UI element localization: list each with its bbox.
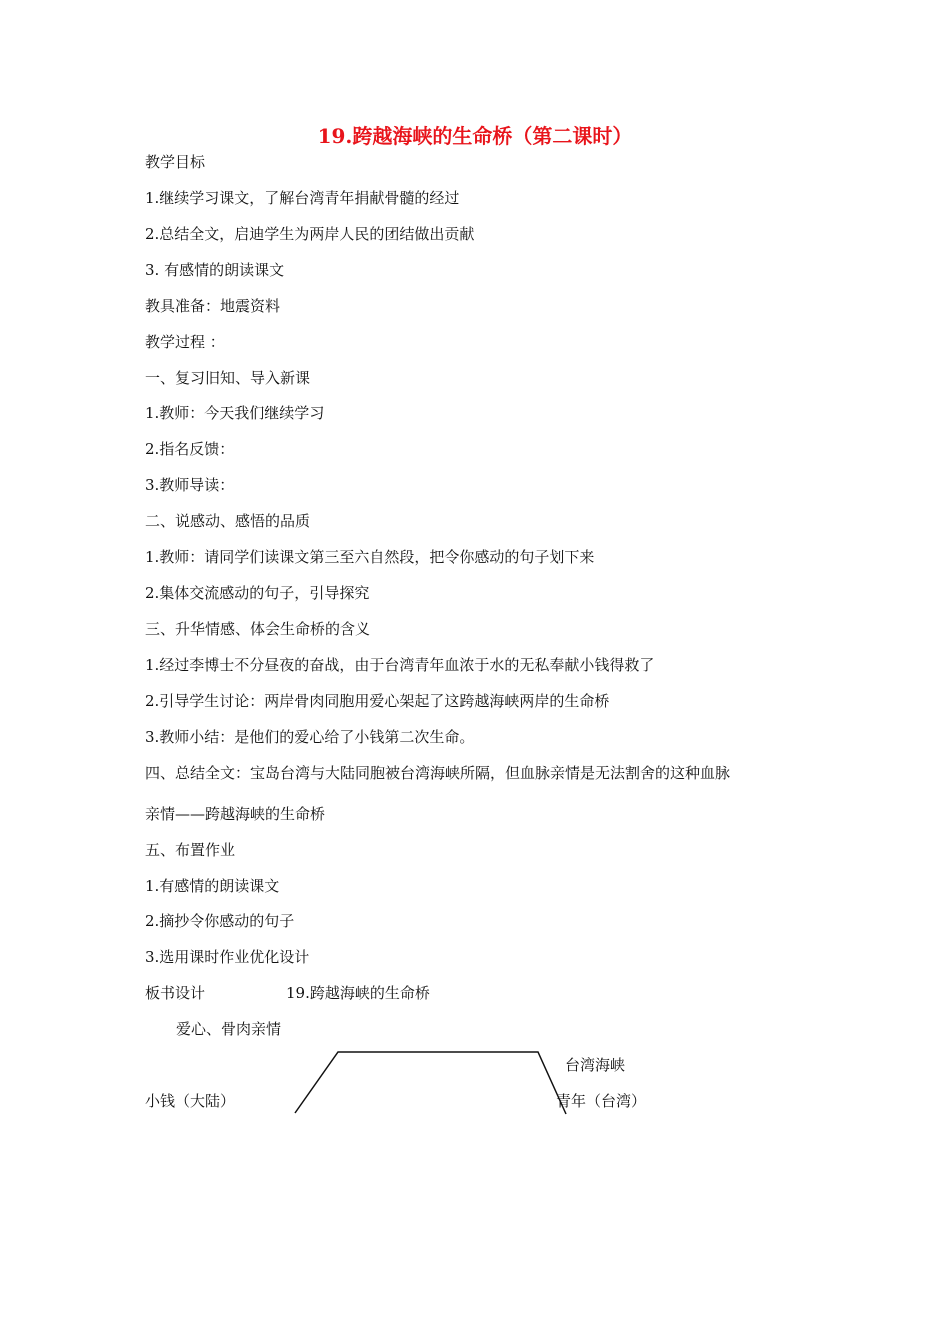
step-heading: 五、布置作业 [145,841,236,859]
board-design-label: 板书设计 [145,984,206,1002]
step-item: 1.经过李博士不分昼夜的奋战，由于台湾青年血浓于水的无私奉献小钱得救了 [145,656,655,674]
step-item: 3.教师导读： [145,476,235,494]
board-left-end-label: 小钱（大陆） [145,1092,236,1110]
step-item: 2.引导学生讨论：两岸骨肉同胞用爱心架起了这跨越海峡两岸的生命桥 [145,692,610,710]
board-bridge-label: 爱心、骨肉亲情 [176,1020,282,1038]
objective-item: 2.总结全文，启迪学生为两岸人民的团结做出贡献 [145,225,475,243]
step-item: 2.集体交流感动的句子，引导探究 [145,584,370,602]
homework-item: 2.摘抄令你感动的句子 [145,912,295,930]
step-item: 1.教师：今天我们继续学习 [145,404,325,422]
bridge-outline [295,1052,566,1114]
step-heading: 三、升华情感、体会生命桥的含义 [145,620,371,638]
homework-item: 1.有感情的朗读课文 [145,877,280,895]
section-heading-process: 教学过程 ： [145,333,225,351]
board-design-heading: 19.跨越海峡的生命桥 [286,984,430,1002]
step-continuation: 亲情——跨越海峡的生命桥 [145,805,326,823]
step-item: 1.教师：请同学们读课文第三至六自然段，把令你感动的句子划下来 [145,548,595,566]
objective-item: 3. 有感情的朗读课文 [145,261,285,279]
document-title: 19.跨越海峡的生命桥（第二课时） [317,124,633,148]
section-heading-objectives: 教学目标 [145,153,206,171]
step-item: 3.教师小结：是他们的爱心给了小钱第二次生命。 [145,728,475,746]
homework-item: 3.选用课时作业优化设计 [145,948,310,966]
step-heading: 一、复习旧知、导入新课 [145,369,311,387]
step-item: 2.指名反馈： [145,440,235,458]
board-right-end-label: 青年（台湾） [556,1092,647,1110]
materials-line: 教具准备：地震资料 [145,297,281,315]
objective-item: 1.继续学习课文，了解台湾青年捐献骨髓的经过 [145,189,460,207]
step-heading: 四、总结全文：宝岛台湾与大陆同胞被台湾海峡所隔，但血脉亲情是无法割舍的这种血脉 [145,764,731,782]
step-heading: 二、说感动、感悟的品质 [145,512,311,530]
board-strait-label: 台湾海峡 [565,1056,626,1074]
